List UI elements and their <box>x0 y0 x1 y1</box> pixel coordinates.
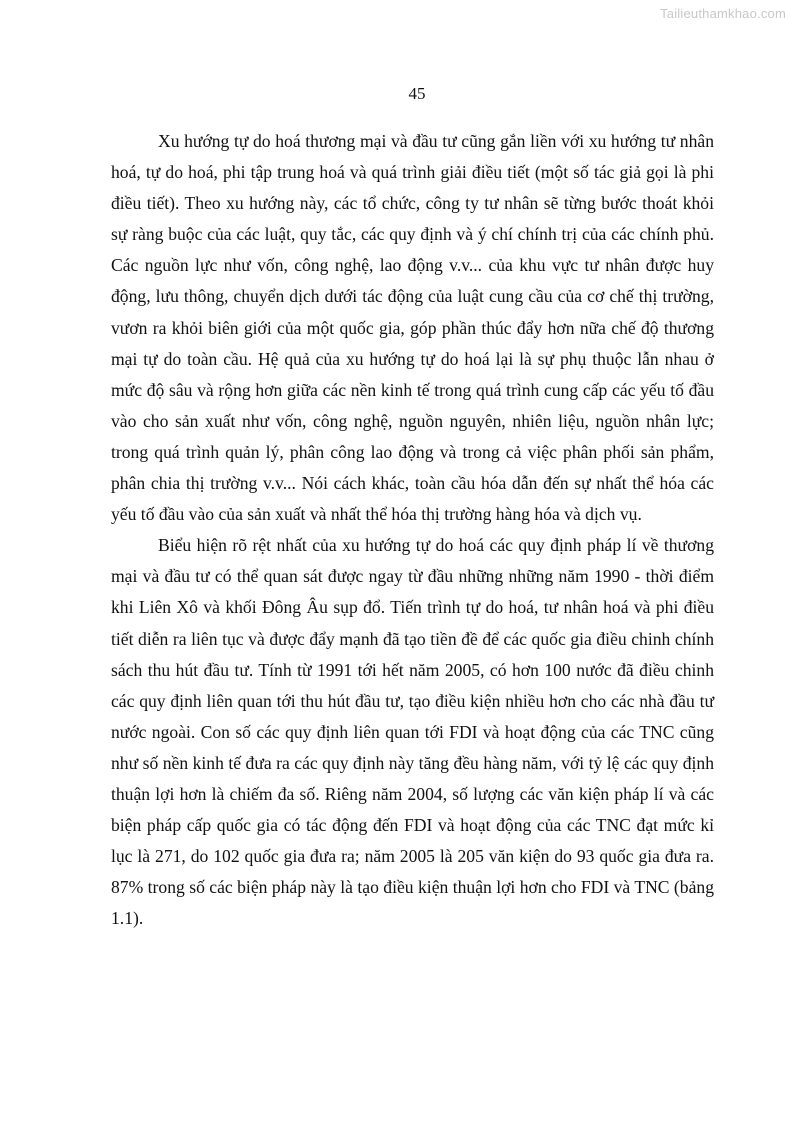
watermark: Tailieuthamkhao.com <box>660 6 786 21</box>
paragraph-trade-liberalization: Xu hướng tự do hoá thương mại và đầu tư cũng gắn liền với xu hướng tư nhân hoá, tự do hoá, phi tập trung hoá và quá trình giải điều tiết (một số tác giả gọi là phi điều tiết). Theo xu hướng này, các tổ chức, công ty tư nhân sẽ từng bước thoát khỏi sự ràng buộc của các luật, quy tắc, các quy định và ý chí chính trị của các chính phủ. Các nguồn lực như vốn, công nghệ, lao động v.v... của khu vực tư nhân được huy động, lưu thông, chuyển dịch dưới tác động của luật cung cầu của cơ chế thị trường, vươn ra khỏi biên giới của một quốc gia, góp phần thúc đẩy hơn nữa chế độ thương mại tự do toàn cầu. Hệ quả của xu hướng tự do hoá lại là sự phụ thuộc lẫn nhau ở mức độ sâu và rộng hơn giữa các nền kinh tế trong quá trình cung cấp các yếu tố đầu vào cho sản xuất như vốn, công nghệ, nguồn nguyên, nhiên liệu, nguồn nhân lực; trong quá trình quản lý, phân công lao động và trong cả việc phân phối sản phẩm, phân chia thị trường v.v... Nói cách khác, toàn cầu hóa dẫn đến sự nhất thể hóa các yếu tố đầu vào của sản xuất và nhất thể hóa thị trường hàng hóa và dịch vụ. <box>111 131 714 525</box>
paragraph-legal-liberalization: Biểu hiện rõ rệt nhất của xu hướng tự do hoá các quy định pháp lí về thương mại và đầu tư có thể quan sát được ngay từ đầu những những năm 1990 - thời điểm khi Liên Xô và khối Đông Âu sụp đổ. Tiến trình tự do hoá, tư nhân hoá và phi điều tiết diễn ra liên tục và được đẩy mạnh đã tạo tiền đề để các quốc gia điều chinh chính sách thu hút đầu tư. Tính từ 1991 tới hết năm 2005, có hơn 100 nước đã điều chinh các quy định liên quan tới thu hút đầu tư, tạo điều kiện nhiều hơn cho các nhà đầu tư nước ngoài. Con số các quy định liên quan tới FDI và hoạt động của các TNC cũng như số nền kinh tế đưa ra các quy định này tăng đều hàng năm, với tỷ lệ các quy định thuận lợi hơn là chiếm đa số. Riêng năm 2004, số lượng các văn kiện pháp lí và các biện pháp cấp quốc gia có tác động đến FDI và hoạt động của các TNC đạt mức kỉ lục là 271, do 102 quốc gia đưa ra; năm 2005 là 205 văn kiện do 93 quốc gia đưa ra. 87% trong số các biện pháp này là tạo điều kiện thuận lợi hơn cho FDI và TNC (bảng 1.1). <box>111 535 714 929</box>
document-body <box>111 126 714 934</box>
page-number: 45 <box>408 84 426 103</box>
